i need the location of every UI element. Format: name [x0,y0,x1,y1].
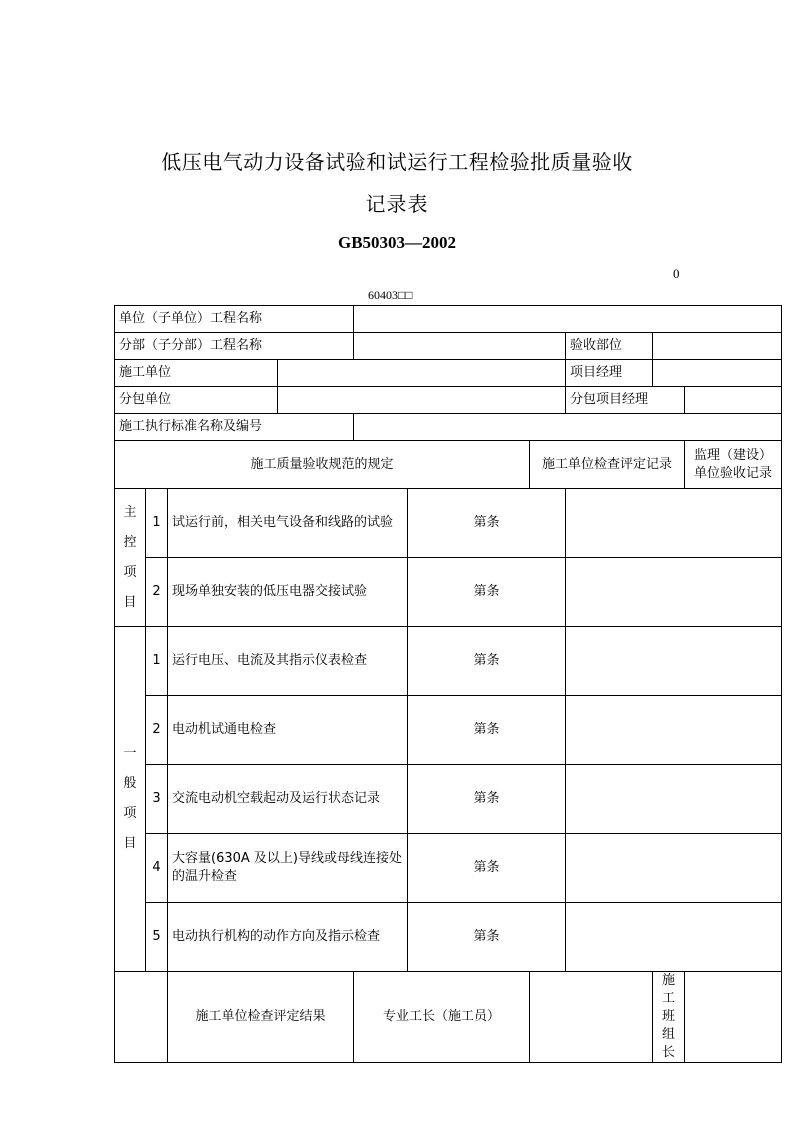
item-clause: 第条 [408,489,566,558]
item-clause: 第条 [408,627,566,696]
item-number: 2 [146,696,168,765]
main-control-char: 控 [123,534,137,550]
construction-unit-label: 施工单位 [115,360,278,387]
inspection-record-cell[interactable] [566,558,782,627]
result-label: 施工单位检查评定结果 [168,972,354,1063]
inspection-record-cell[interactable] [566,903,782,972]
item-clause: 第条 [408,765,566,834]
item-text: 大容量(630A 及以上)导线或母线连接处的温升检查 [168,834,408,903]
execution-standard-label: 施工执行标准名称及编号 [115,414,354,441]
main-control-label [115,489,146,627]
item-text: 现场单独安装的低压电器交接试验 [168,558,408,627]
item-number: 2 [146,558,168,627]
inspection-record-cell[interactable] [566,765,782,834]
sub-project-name-field[interactable] [354,333,566,360]
item-clause: 第条 [408,696,566,765]
footer-blank-cell [115,972,168,1063]
project-manager-label: 项目经理 [566,360,653,387]
inspection-record-header: 施工单位检查评定记录 [530,441,685,489]
worker-label: 专业工长（施工员） [354,972,530,1063]
supervision-header [685,441,782,489]
unit-project-name-field[interactable] [354,306,782,333]
form-title-line1: 低压电气动力设备试验和试运行工程检验批质量验收 [161,150,633,174]
subcontract-unit-label: 分包单位 [115,387,278,414]
inspection-record-cell[interactable] [566,696,782,765]
form-title-line2: 记录表 [365,192,429,216]
team-leader-field[interactable] [685,972,782,1063]
corner-mark: 0 [673,266,680,281]
sub-project-name-label: 分部（子分部）工程名称 [115,333,354,360]
form-number: 60403□□ [368,288,413,302]
acceptance-record-table [114,305,782,1063]
acceptance-part-field[interactable] [653,333,782,360]
item-text: 运行电压、电流及其指示仪表检查 [168,627,408,696]
project-manager-field[interactable] [653,360,782,387]
standard-code: GB50303—2002 [337,233,457,252]
item-number: 5 [146,903,168,972]
supervision-header-line2: 单位验收记录 [694,465,773,481]
item-number: 1 [146,627,168,696]
regulation-header: 施工质量验收规范的规定 [115,441,530,489]
item-number: 4 [146,834,168,903]
unit-project-name-label: 单位（子单位）工程名称 [115,306,354,333]
subcontract-unit-field[interactable] [278,387,566,414]
general-items-char: 一 [123,746,137,761]
subcontract-manager-field[interactable] [685,387,782,414]
inspection-record-cell[interactable] [566,627,782,696]
main-control-char: 项 [123,564,137,580]
worker-field[interactable] [530,972,653,1063]
item-number: 3 [146,765,168,834]
main-control-char: 主 [123,504,137,520]
construction-unit-field[interactable] [278,360,566,387]
item-text: 试运行前，相关电气设备和线路的试验 [168,489,408,558]
item-clause: 第条 [408,903,566,972]
item-number: 1 [146,489,168,558]
item-text: 交流电动机空载起动及运行状态记录 [168,765,408,834]
main-control-char: 目 [123,594,137,610]
general-items-char: 项 [123,806,137,821]
execution-standard-field[interactable] [354,414,782,441]
item-clause: 第条 [408,834,566,903]
item-text: 电动机试通电检查 [168,696,408,765]
general-items-char: 般 [123,776,137,791]
inspection-record-cell[interactable] [566,834,782,903]
inspection-record-cell[interactable] [566,489,782,558]
item-text: 电动执行机构的动作方向及指示检查 [168,903,408,972]
acceptance-part-label: 验收部位 [566,333,653,360]
general-items-char: 目 [123,836,137,851]
team-leader-label: 施工班组长 [653,972,685,1063]
subcontract-manager-label: 分包项目经理 [566,387,685,414]
item-clause: 第条 [408,558,566,627]
supervision-header-line1: 监理（建设） [694,447,773,463]
general-items-label [115,627,146,972]
